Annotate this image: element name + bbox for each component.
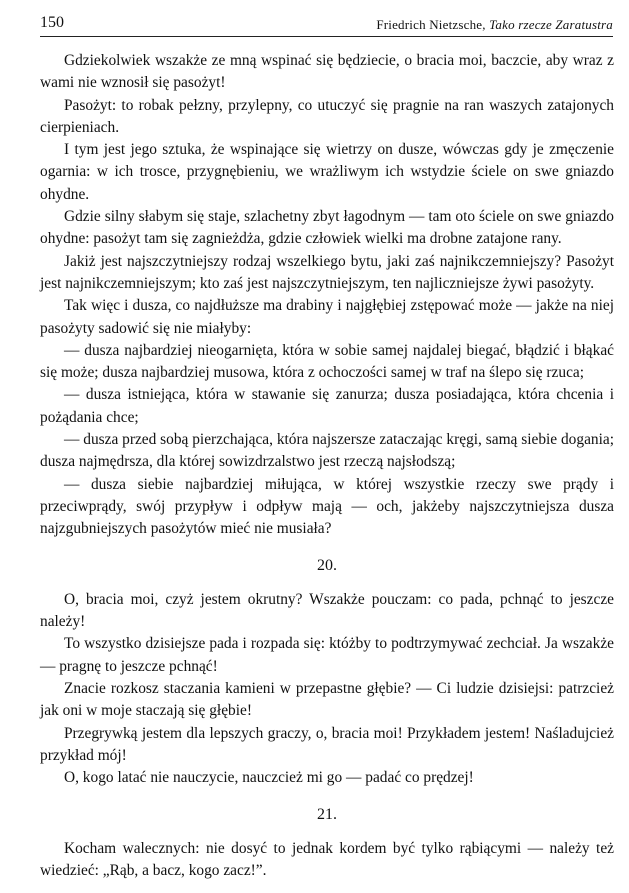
paragraph: — dusza przed sobą pierzchająca, która najszersze zataczając kręgi, samą siebie dogania; dusza najmędrsza, dla której sowizdrzalstwo jest rzeczą najsłodszą; — [40, 431, 614, 471]
paragraph: — dusza istniejąca, która w stawanie się zanurza; dusza posiadająca, która chcenia i pożądania chce; — [40, 386, 614, 426]
paragraph: Znacie rozkosz staczania kamieni w przepastne głębie? — Ci ludzie dzisiejsi: patrzcież jak oni w moje staczają się głębie! — [40, 680, 614, 720]
paragraph: Kocham walecznych: nie dosyć to jednak kordem być tylko rąbiącymi — należy też wiedzieć: „Rąb, a bacz, kogo zacz!”. — [40, 839, 614, 880]
paragraph: Tak więc i dusza, co najdłuższe ma drabiny i najgłębiej zstępować może — jakże na niej pasożyty sadowić się nie miałyby: — [40, 297, 614, 337]
book-title: Tako rzecze Zaratustra — [489, 17, 613, 32]
paragraph: — dusza siebie najbardziej miłująca, w której wszystkie rzeczy swe prądy i przeciwprądy, swój przypływ i odpływ mają — och, jakżeby najszczytniejsza dusza najzgubniejszych pasożytów mieć nie musiała? — [40, 475, 614, 538]
paragraph: O, bracia moi, czyż jestem okrutny? Wszakże pouczam: co pada, pchnąć to jeszcze należy! — [40, 590, 614, 631]
paragraph: — dusza najbardziej nieogarnięta, która w sobie samej najdalej biegać, błądzić i błąkać się może; dusza najbardziej musowa, która z ochoczości samej w traf na ślepo się rzuca; — [40, 341, 614, 382]
author-name: Friedrich Nietzsche, — [376, 17, 486, 32]
paragraph: O, kogo latać nie nauczycie, nauczcież mi go — padać co prędzej! — [64, 769, 474, 787]
paragraph: Gdziekolwiek wszakże ze mną wspinać się będziecie, o bracia moi, baczcie, aby wraz z wami nie wznosił się pasożyt! — [40, 52, 614, 92]
paragraph: Jakiż jest najszczytniejszy rodzaj wszelkiego bytu, jaki zaś najnikczemniejszy? Pasożyt jest najnikczemniejszym; kto zaś jest najszczytniejszym, ten najliczniejsze żywi pasożyty. — [40, 252, 614, 292]
page-number: 150 — [40, 14, 64, 31]
section-heading-21: 21. — [317, 805, 337, 823]
page-body — [40, 50, 614, 882]
paragraph: Pasożyt: to robak pełzny, przylepny, co utuczyć się pragnie na ran waszych zatajonych cierpieniach. — [40, 96, 614, 136]
paragraph: Gdzie silny słabym się staje, szlachetny zbyt łagodnym — tam oto ściele on swe gniazdo ohydne: pasożyt tam się zagnieżdża, gdzie człowiek wielki ma drobne zatajone rany. — [40, 208, 614, 248]
running-head — [376, 17, 613, 33]
section-heading-20: 20. — [317, 556, 337, 574]
page-header — [40, 12, 613, 37]
paragraph: I tym jest jego sztuka, że wspinające się wietrzy on dusze, wówczas gdy je zmęczenie ogarnia: w ich trosce, przygnębieniu, we wrażliwym ich wstydzie ściele on swe gniazdo ohydne. — [40, 141, 614, 203]
paragraph: Przegrywką jestem dla lepszych graczy, o, bracia moi! Przykładem jestem! Naśladujcież przykład mój! — [40, 724, 614, 764]
paragraph: To wszystko dzisiejsze pada i rozpada się: któżby to podtrzymywać zechciał. Ja wszakże — pragnę to jeszcze pchnąć! — [40, 635, 614, 675]
